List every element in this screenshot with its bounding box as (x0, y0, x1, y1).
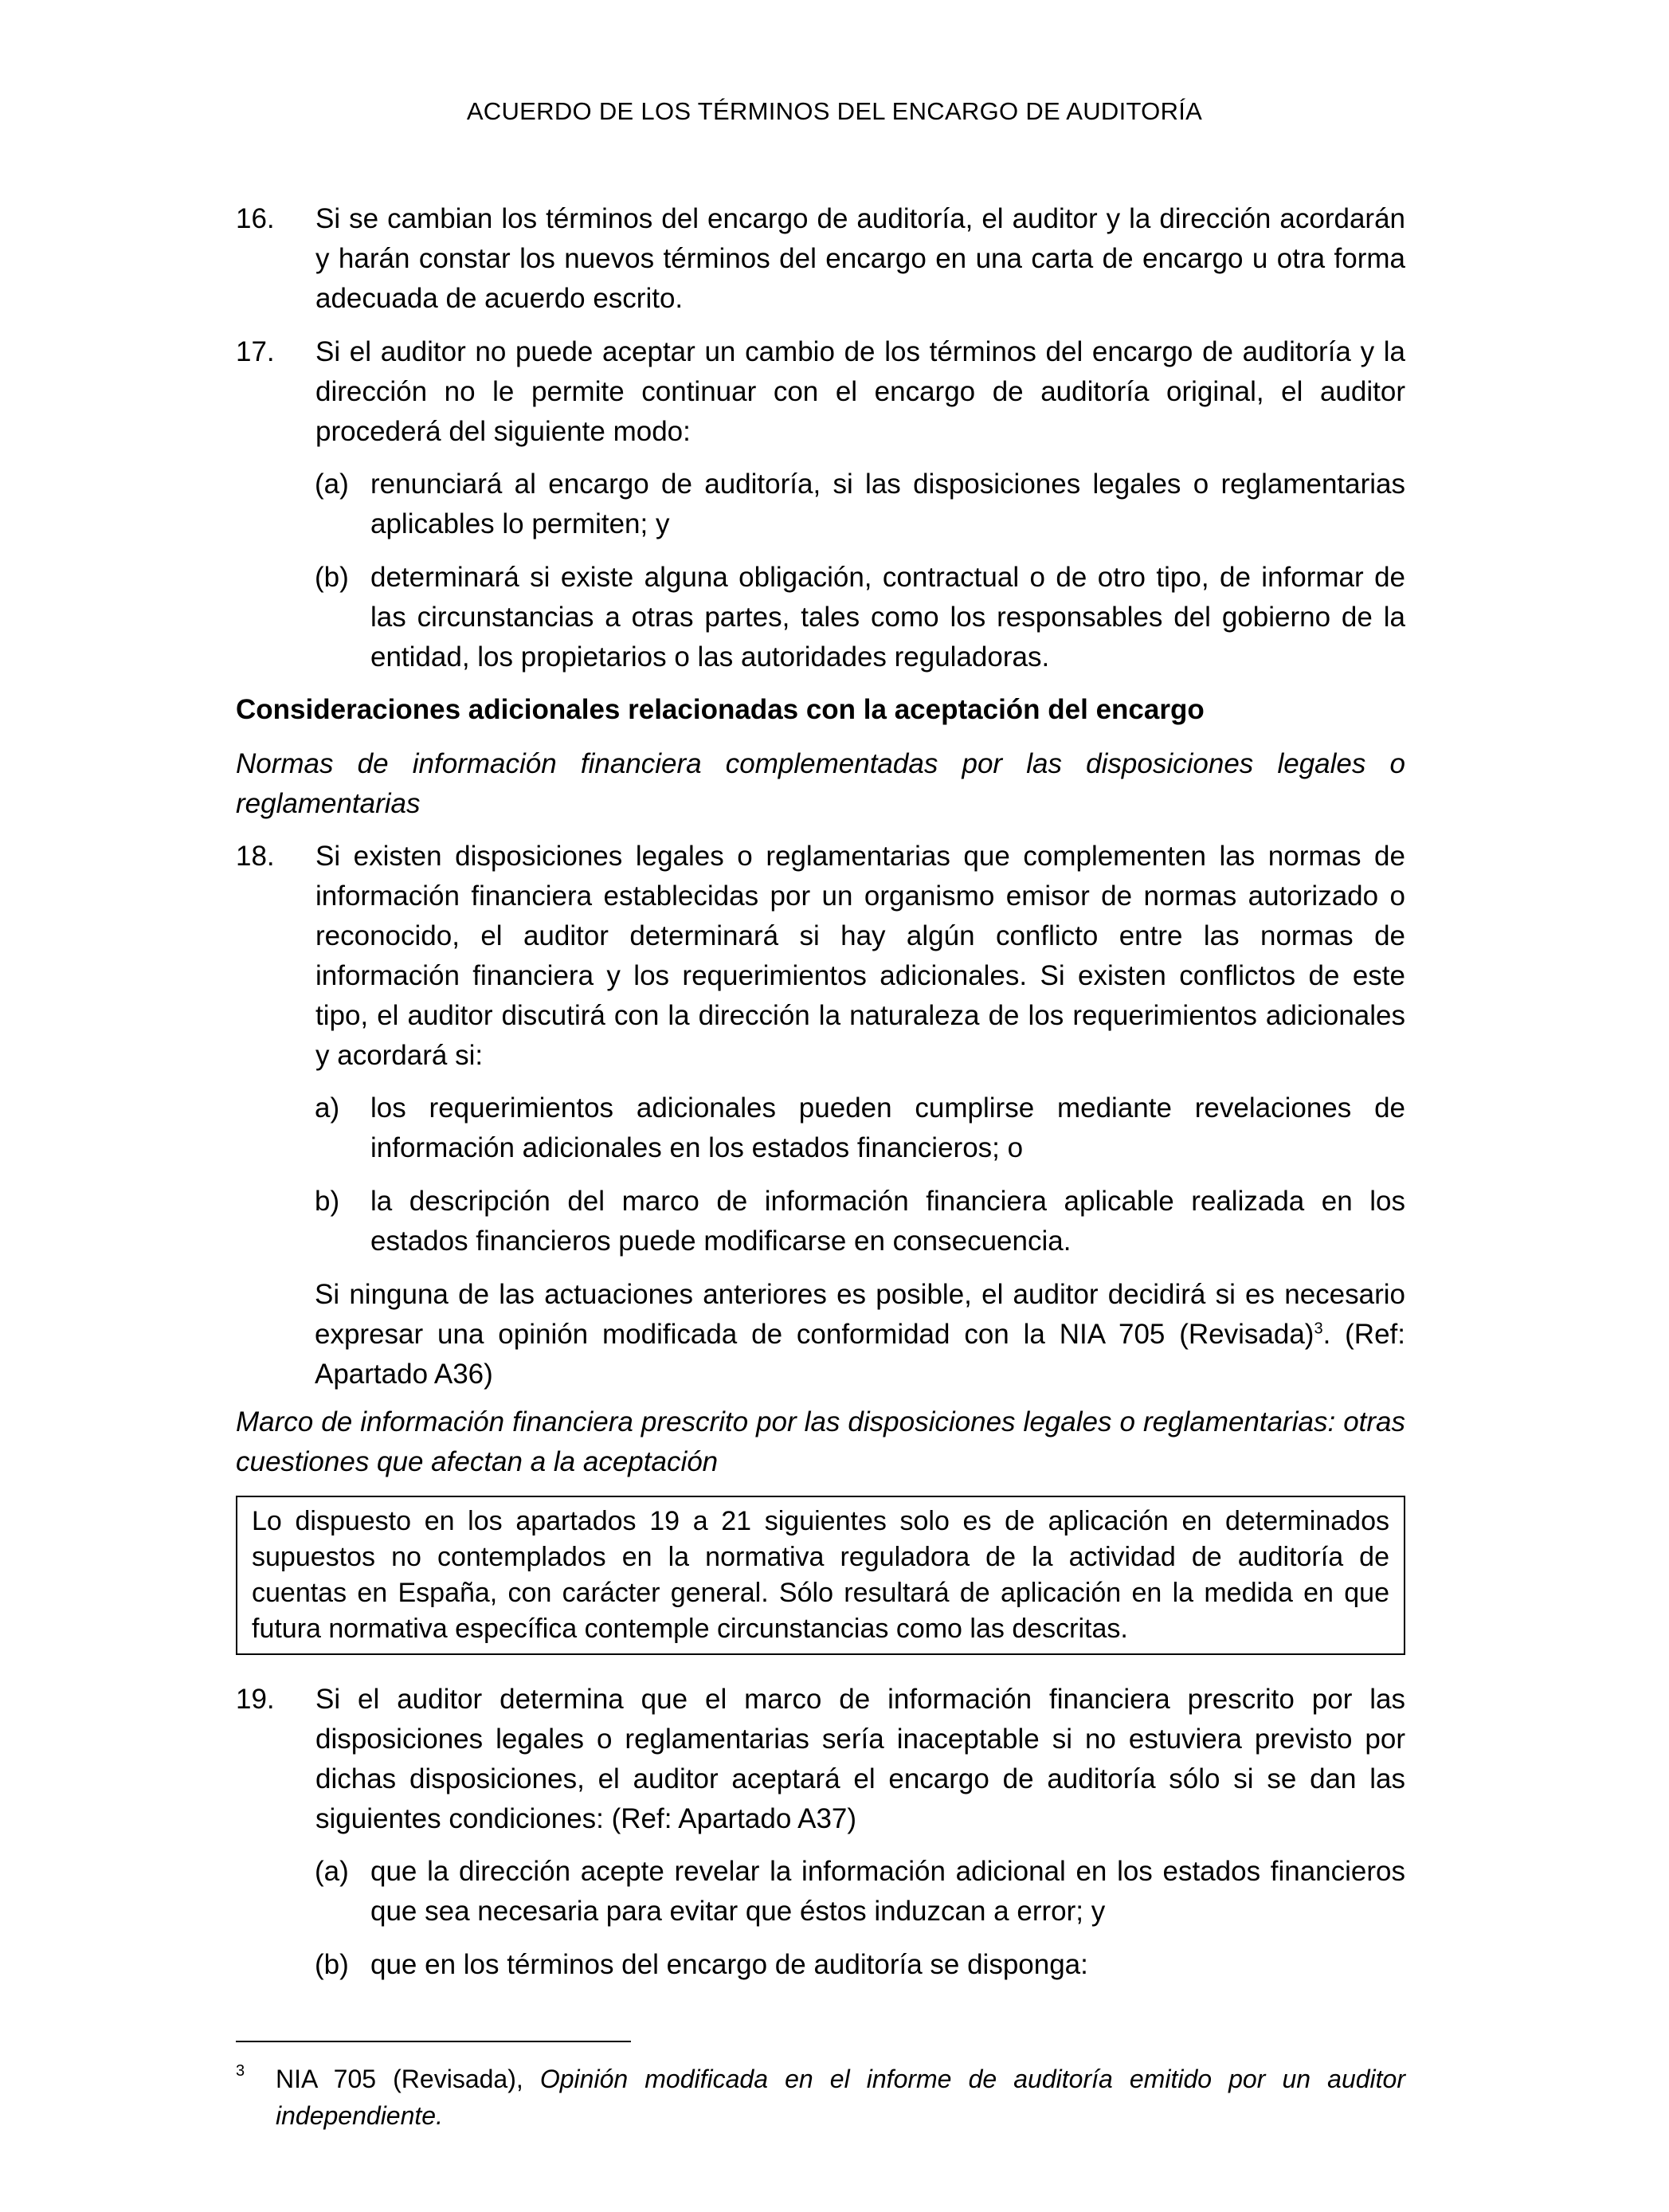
paragraph-number: 16. (236, 203, 275, 234)
footnote-plain: NIA 705 (Revisada), (276, 2065, 540, 2093)
list-item (315, 465, 1405, 544)
list-item-label: (b) (315, 562, 349, 593)
list-item-text: que la dirección acepte revelar la información adicional en los estados financieros que sea necesaria para evitar que éstos induzcan a error; y (370, 1856, 1405, 1927)
subheading: Normas de información financiera complementadas por las disposiciones legales o reglamentarias (236, 748, 1405, 819)
subheading: Marco de información financiera prescrito por las disposiciones legales o reglamentarias: otras cuestiones que afectan a la aceptación (236, 1406, 1405, 1477)
list-item-label: (b) (315, 1949, 349, 1980)
footnote (236, 2061, 1405, 2134)
list-item-text: determinará si existe alguna obligación, contractual o de otro tipo, de informar de las circunstancias a otras partes, tales como los responsables del gobierno de la entidad, los propietarios o las autoridades reguladoras. (370, 562, 1405, 673)
paragraph-text: Si se cambian los términos del encargo de auditoría, el auditor y la dirección acordarán y harán constar los nuevos términos del encargo en una carta de encargo u otra forma adecuada de acuerdo escrito. (315, 203, 1405, 314)
paragraph-19 (236, 1680, 1405, 1839)
list-item-text: que en los términos del encargo de auditoría se disponga: (370, 1949, 1088, 1980)
list-item-label: (a) (315, 469, 349, 500)
paragraph-17 (236, 332, 1405, 452)
paragraph-number: 18. (236, 841, 275, 872)
footnote-italic: Opinión modificada en el informe de auditoría emitido por un auditor independiente. (276, 2065, 1406, 2130)
paragraph-number: 17. (236, 336, 275, 367)
list-item-text: la descripción del marco de información financiera aplicable realizada en los estados financieros puede modificarse en consecuencia. (370, 1186, 1405, 1257)
paragraph-text: Si existen disposiciones legales o reglamentarias que complementen las normas de información financiera establecidas por un organismo emisor de normas autorizado o reconocido, el auditor determinará si hay algún conflicto entre las normas de información financiera y los requerimientos adicionales. Si existen conflictos de este tipo, el auditor discutirá con la dirección la naturaleza de los requerimientos adicionales y acordará si: (315, 841, 1405, 1071)
footnote-number: 3 (236, 2062, 245, 2080)
list-item (315, 558, 1405, 677)
paragraph-number: 19. (236, 1684, 275, 1715)
paragraph-18 (236, 837, 1405, 1076)
list-item (315, 1088, 1405, 1168)
list-item-label: (a) (315, 1856, 349, 1887)
footnote-reference: 3 (1314, 1320, 1323, 1338)
section-heading: Consideraciones adicionales relacionadas con la aceptación del encargo (236, 694, 1205, 725)
note-box: Lo dispuesto en los apartados 19 a 21 siguientes solo es de aplicación en determinados supuestos no contemplados en la normativa reguladora de la actividad de auditoría de cuentas en España, con carácter general. Sólo resultará de aplicación en la medida en que futura normativa específica contemple circunstancias como las descritas. (236, 1496, 1405, 1655)
footnote-separator (236, 2041, 631, 2042)
list-item-text: renunciará al encargo de auditoría, si las disposiciones legales o reglamentarias aplicables lo permiten; y (370, 469, 1405, 539)
paragraph-text: Si el auditor determina que el marco de información financiera prescrito por las disposiciones legales o reglamentarias sería inaceptable si no estuviera previsto por dichas disposiciones, el auditor aceptará el encargo de auditoría sólo si se dan las siguientes condiciones: (Ref: Apartado A37) (315, 1684, 1405, 1834)
list-item (315, 1852, 1405, 1932)
list-item-label: a) (315, 1092, 340, 1124)
closing-tail: . (Ref: Apartado A36) (315, 1319, 1405, 1390)
list-item-label: b) (315, 1186, 340, 1217)
list-item (315, 1945, 1405, 1985)
closing-paragraph (315, 1275, 1405, 1394)
closing-text: Si ninguna de las actuaciones anteriores es posible, el auditor decidirá si es necesario expresar una opinión modificada de conformidad con la NIA 705 (Revisada) (315, 1279, 1405, 1350)
list-item-text: los requerimientos adicionales pueden cumplirse mediante revelaciones de información adicionales en los estados financieros; o (370, 1092, 1405, 1163)
list-item (315, 1182, 1405, 1261)
running-header: ACUERDO DE LOS TÉRMINOS DEL ENCARGO DE AUDITORÍA (466, 97, 1203, 125)
footnote-text (276, 2061, 1405, 2134)
paragraph-text: Si el auditor no puede aceptar un cambio de los términos del encargo de auditoría y la dirección no le permite continuar con el encargo de auditoría original, el auditor procederá del siguiente modo: (315, 336, 1405, 447)
paragraph-16 (236, 199, 1405, 319)
